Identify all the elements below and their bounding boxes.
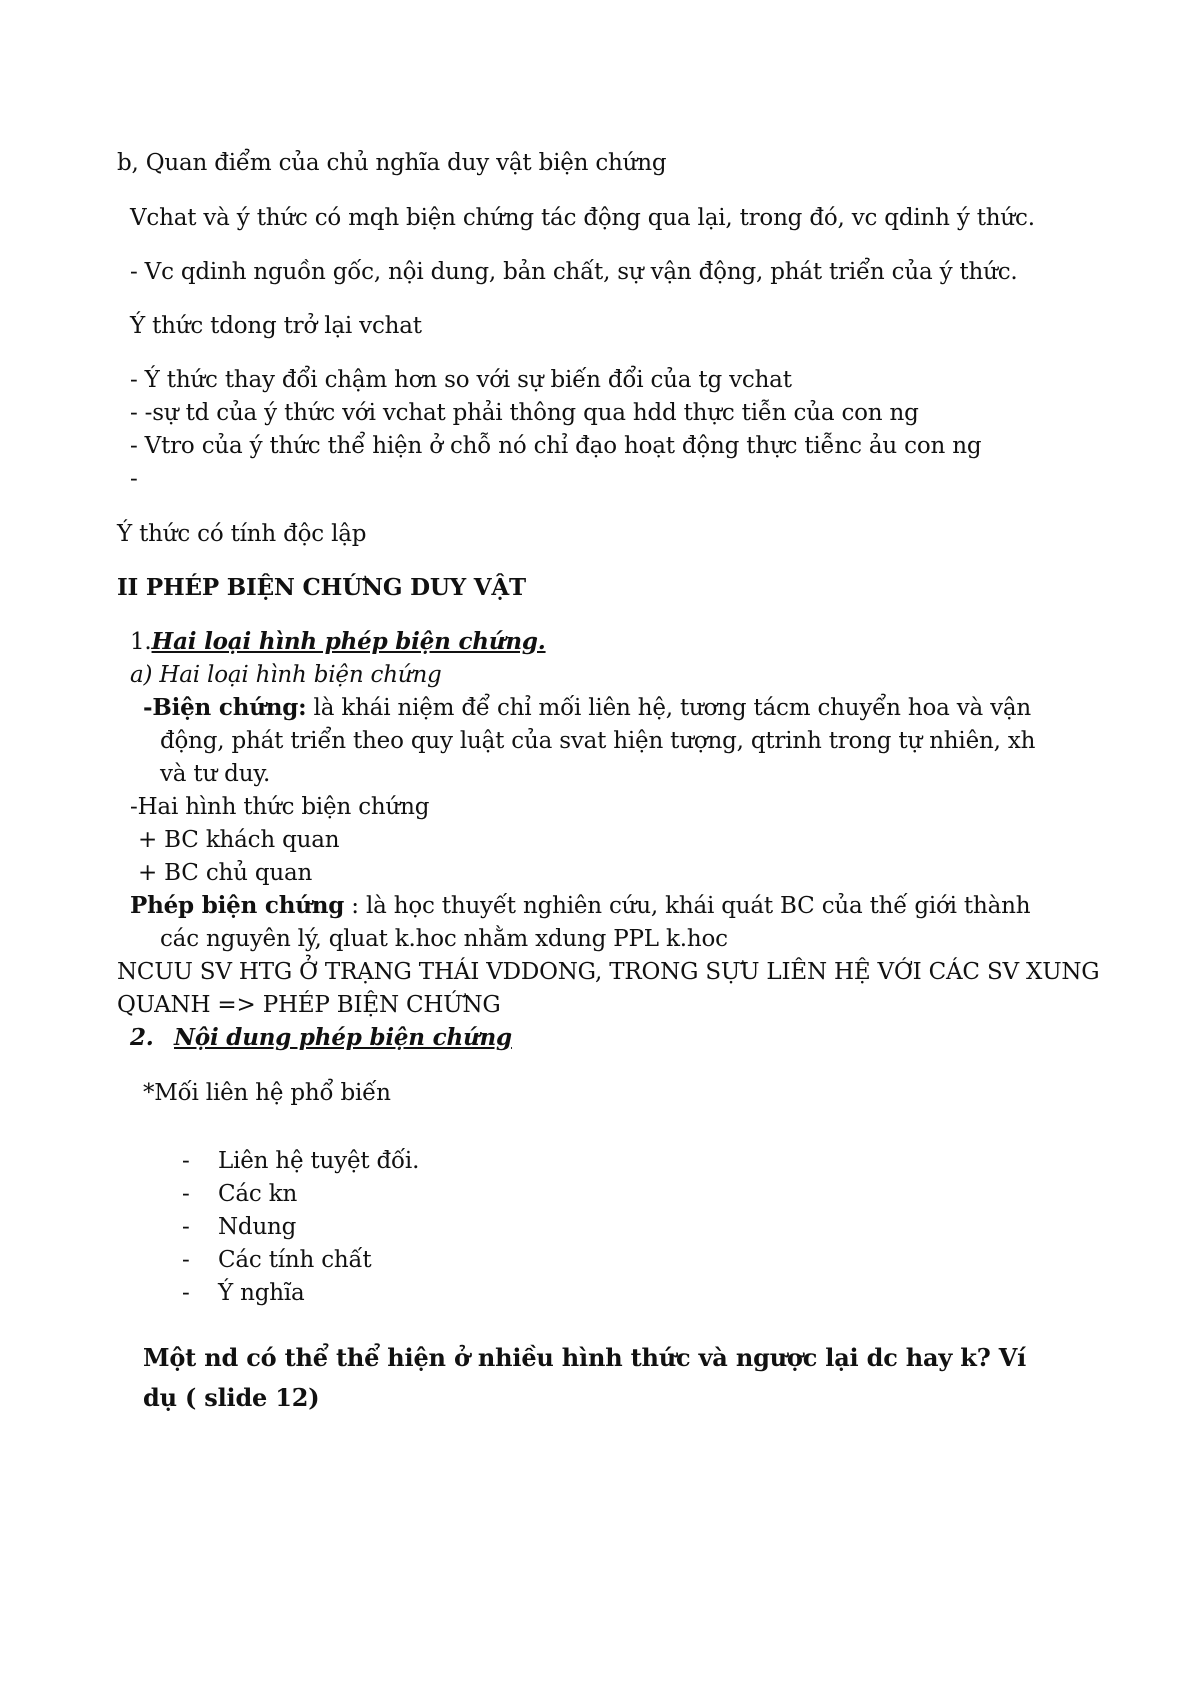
paragraph-4: Ý thức có tính độc lập — [117, 521, 367, 547]
term: Phép biện chứng — [130, 892, 345, 919]
subsection-number: 1. — [130, 629, 152, 655]
subsection-1a: a) Hai loại hình biện chứng — [130, 662, 442, 688]
subsection-title: Nội dung phép biện chứng — [174, 1024, 512, 1051]
list-marker: - — [182, 1247, 190, 1273]
list-item: - Ý thức thay đổi chậm hơn so với sự biến đổi của tg vchat — [130, 367, 792, 393]
list-item — [182, 1146, 419, 1176]
subsection-title: Hai loại hình phép biện chứng. — [151, 628, 546, 655]
paragraph-3: Ý thức tdong trở lại vchat — [130, 313, 422, 339]
list-item: + BC chủ quan — [138, 860, 313, 886]
two-forms-line: -Hai hình thức biện chứng — [130, 794, 430, 820]
definition-phep-bien-chung — [130, 891, 1030, 921]
list-item: + BC khách quan — [138, 827, 340, 853]
list-item-text: Ý nghĩa — [218, 1280, 305, 1306]
list-item: - -sự td của ý thức với vchat phải thông qua hdd thực tiễn của con ng — [130, 400, 919, 426]
definition-bien-chung — [143, 693, 1031, 723]
list-marker: - — [182, 1214, 190, 1240]
question-line: dụ ( slide 12) — [143, 1383, 320, 1412]
section-title: II PHÉP BIỆN CHỨNG DUY VẬT — [117, 574, 526, 601]
caps-line: QUANH => PHÉP BIỆN CHỨNG — [117, 992, 501, 1018]
definition-text: là khái niệm để chỉ mối liên hệ, tương tácm chuyển hoa và vận — [306, 695, 1032, 721]
list-marker: - — [182, 1280, 190, 1306]
term: -Biện chứng: — [143, 694, 307, 721]
definition-continuation: và tư duy. — [160, 761, 271, 787]
subsection-1 — [130, 627, 546, 657]
list-item-text: Các tính chất — [218, 1247, 372, 1273]
list-item: - — [130, 466, 138, 492]
list-item — [182, 1278, 305, 1308]
definition-continuation: các nguyên lý, qluat k.hoc nhằm xdung PPL k.hoc — [160, 926, 728, 952]
moi-lien-he-heading: *Mối liên hệ phổ biến — [143, 1080, 391, 1106]
list-item — [182, 1212, 296, 1242]
heading-b: b, Quan điểm của chủ nghĩa duy vật biện chứng — [117, 150, 667, 176]
definition-continuation: động, phát triển theo quy luật của svat hiện tượng, qtrinh trong tự nhiên, xh — [160, 728, 1036, 754]
subsection-2 — [130, 1023, 512, 1053]
caps-line: NCUU SV HTG Ở TRẠNG THÁI VDDONG, TRONG SỰU LIÊN HỆ VỚI CÁC SV XUNG — [117, 959, 1100, 985]
list-marker: - — [182, 1148, 190, 1174]
paragraph-2: - Vc qdinh nguồn gốc, nội dung, bản chất, sự vận động, phát triển của ý thức. — [130, 259, 1018, 285]
question-line: Một nd có thể thể hiện ở nhiều hình thức và ngược lại dc hay k? Ví — [143, 1343, 1027, 1372]
list-item: - Vtro của ý thức thể hiện ở chỗ nó chỉ đạo hoạt động thực tiễnc ảu con ng — [130, 433, 982, 459]
paragraph-1: Vchat và ý thức có mqh biện chứng tác động qua lại, trong đó, vc qdinh ý thức. — [130, 205, 1035, 231]
list-item — [182, 1245, 371, 1275]
list-marker: - — [182, 1181, 190, 1207]
list-item-text: Ndung — [218, 1214, 297, 1240]
subsection-number: 2. — [130, 1024, 154, 1051]
list-item — [182, 1179, 297, 1209]
definition-text: : là học thuyết nghiên cứu, khái quát BC của thế giới thành — [344, 893, 1031, 919]
list-item-text: Liên hệ tuyệt đối. — [218, 1148, 420, 1174]
list-item-text: Các kn — [218, 1181, 298, 1207]
